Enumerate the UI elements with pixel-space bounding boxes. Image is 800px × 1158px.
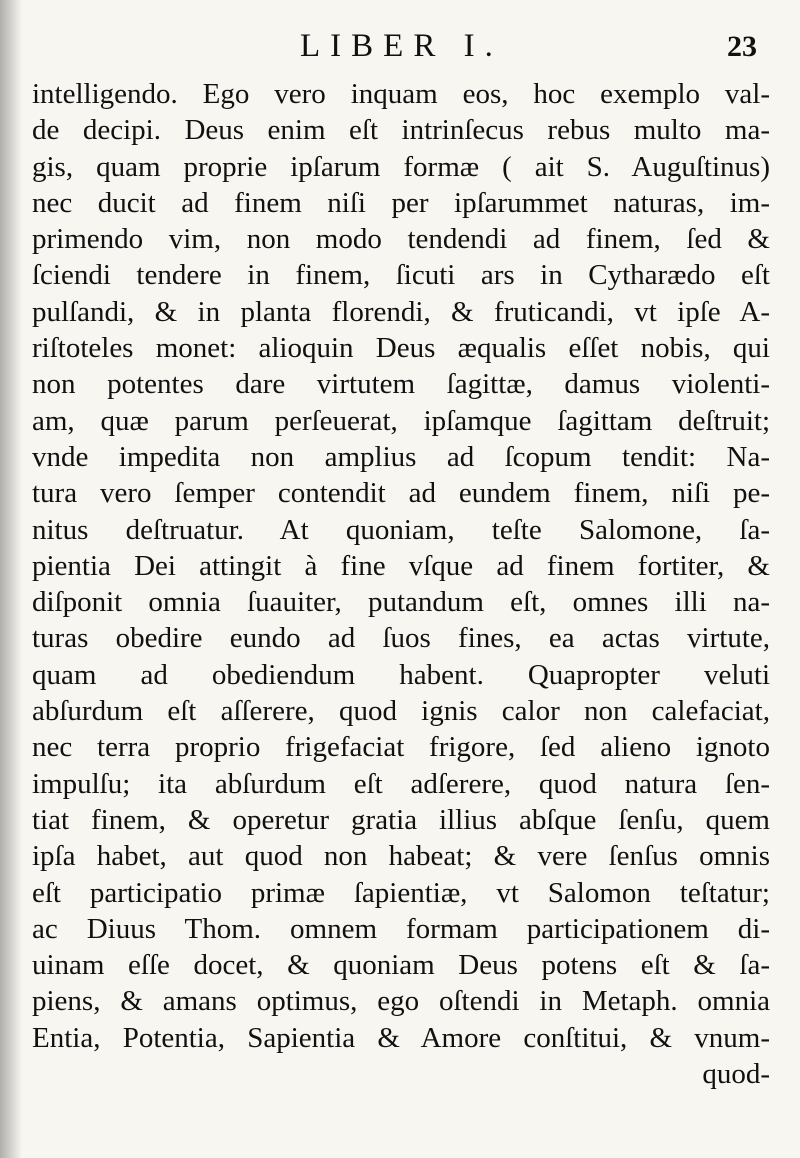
text-line: pientia Dei attingit à fine vſque ad finem fortiter, & — [32, 549, 770, 582]
text-line: vnde impedita non amplius ad ſcopum tendit: Na- — [32, 440, 770, 473]
running-title: LIBER I. — [300, 28, 503, 64]
text-line: non potentes dare virtutem ſagittæ, damus violenti- — [32, 368, 770, 401]
text-line: ipſa habet, aut quod non habeat; & vere ſenſus omnis — [32, 840, 770, 873]
page-gutter-shadow — [0, 0, 22, 1158]
text-line: impulſu; ita abſurdum eſt adſerere, quod natura ſen- — [32, 767, 770, 800]
text-line: ac Diuus Thom. omnem formam participationem di- — [32, 912, 770, 945]
text-line: pulſandi, & in planta florendi, & fruticandi, vt ipſe A- — [32, 295, 770, 328]
text-line: Entia, Potentia, Sapientia & Amore conſtitui, & vnum- — [32, 1021, 770, 1054]
page-number: 23 — [727, 30, 757, 63]
text-line: am, quæ parum perſeuerat, ipſamque ſagittam deſtruit; — [32, 404, 770, 437]
text-line: de decipi. Deus enim eſt intrinſecus rebus multo ma- — [32, 114, 770, 147]
text-line: quam ad obediendum habent. Quapropter veluti — [32, 658, 770, 691]
text-line: tura vero ſemper contendit ad eundem finem, niſi pe- — [32, 477, 770, 510]
text-line: ſciendi tendere in finem, ſicuti ars in Cytharædo eſt — [32, 259, 770, 292]
text-line: primendo vim, non modo tendendi ad finem, ſed & — [32, 223, 770, 256]
text-line: uinam eſſe docet, & quoniam Deus potens eſt & ſa- — [32, 949, 770, 982]
catchword: quod- — [702, 1058, 770, 1091]
text-line: diſponit omnia ſuauiter, putandum eſt, omnes illi na- — [32, 586, 770, 619]
text-line: intelligendo. Ego vero inquam eos, hoc exemplo val- — [32, 78, 770, 110]
text-line: eſt participatio primæ ſapientiæ, vt Salomon teſtatur; — [32, 876, 770, 909]
text-line: gis, quam proprie ipſarum formæ ( ait S. Auguſtinus) — [32, 150, 770, 183]
text-line: nec ducit ad finem niſi per ipſarummet naturas, im- — [32, 186, 770, 219]
text-line: abſurdum eſt aſſerere, quod ignis calor non calefaciat, — [32, 695, 770, 728]
text-line: piens, & amans optimus, ego oſtendi in Metaph. omnia — [32, 985, 770, 1018]
text-line: nec terra proprio frigefaciat frigore, ſed alieno ignoto — [32, 731, 770, 764]
body-text — [32, 76, 770, 1092]
text-line: turas obedire eundo ad ſuos fines, ea actas virtute, — [32, 622, 770, 655]
text-line: riſtoteles monet: alioquin Deus æqualis eſſet nobis, qui — [32, 332, 770, 365]
text-line: tiat finem, & operetur gratia illius abſque ſenſu, quem — [32, 803, 770, 836]
running-head — [0, 28, 800, 72]
text-line: nitus deſtruatur. At quoniam, teſte Salomone, ſa- — [32, 513, 770, 546]
